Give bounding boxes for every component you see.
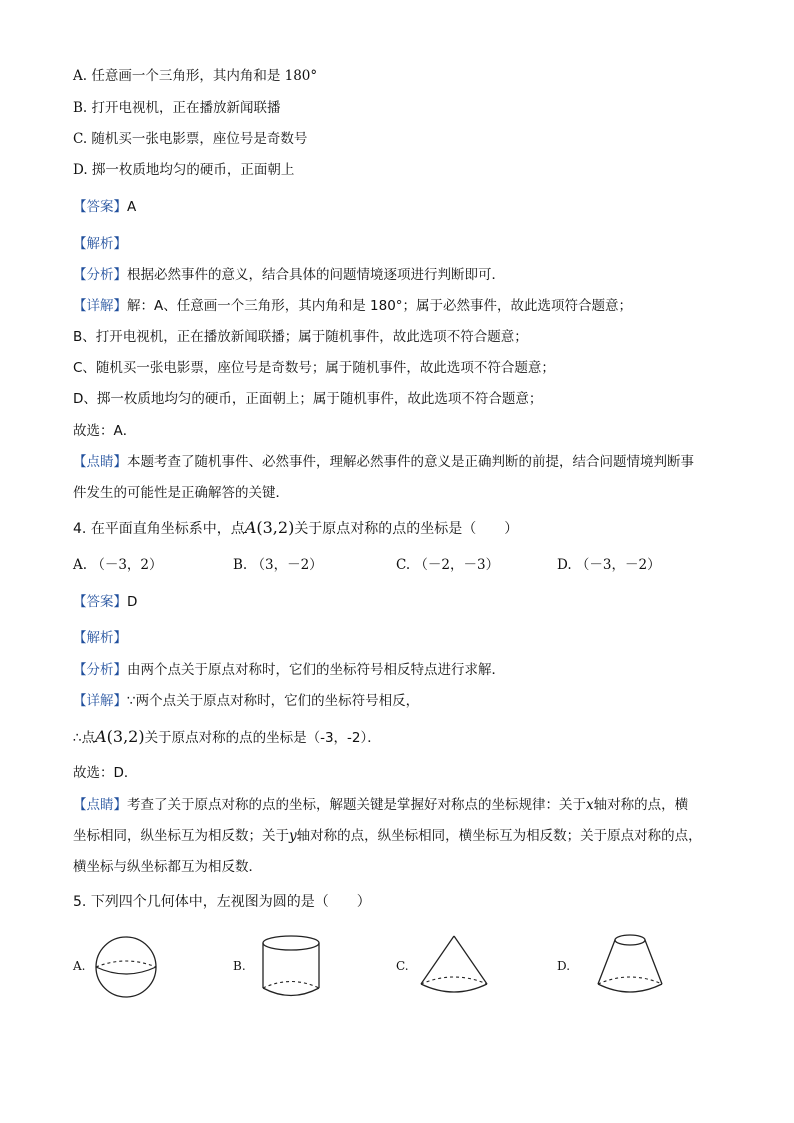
option-d: D. 掷一枚质地均匀的硬币，正面朝上 xyxy=(73,162,295,178)
answer-value: D xyxy=(127,594,138,610)
therefore-prefix: ∴点 xyxy=(73,730,96,746)
q4-option-b: B. （3，－2） xyxy=(233,557,323,573)
xiangjie-tag: 【详解】 xyxy=(73,298,127,314)
option-b: B. 打开电视机，正在播放新闻联播 xyxy=(73,100,281,116)
q4-dianjing-line-2 xyxy=(73,826,702,846)
fenxi-text: 根据必然事件的意义，结合具体的问题情境逐项进行判断即可． xyxy=(127,267,505,283)
cone-icon xyxy=(418,934,490,998)
question-text-before: 在平面直角坐标系中，点 xyxy=(90,521,245,537)
q4-analysis-tag: 【解析】 xyxy=(73,630,127,646)
figure-label-c: C. xyxy=(396,959,409,973)
question-number: 4. xyxy=(73,521,87,537)
q4-answer-line xyxy=(73,592,137,612)
therefore-suffix: 关于原点对称的点的坐标是（-3，-2）． xyxy=(144,730,381,746)
q4-xiangjie-line xyxy=(73,691,419,711)
fenxi-line xyxy=(73,265,505,285)
q4-choice-line: 故选：D． xyxy=(73,765,138,781)
dianjing-line xyxy=(73,452,694,472)
dianjing-text: 本题考查了随机事件、必然事件，理解必然事件的意义是正确判断的前提，结合问题情境判断事 xyxy=(127,454,694,470)
fenxi-tag: 【分析】 xyxy=(73,662,127,678)
choice-line: 故选：A． xyxy=(73,423,137,439)
cylinder-icon xyxy=(258,933,324,999)
q4-fenxi-line xyxy=(73,660,505,680)
detail-line-b: B、打开电视机，正在播放新闻联播；属于随机事件，故此选项不符合题意； xyxy=(73,329,528,345)
q4-dianjing-line-1 xyxy=(73,795,688,815)
answer-tag: 【答案】 xyxy=(73,594,127,610)
option-c: C. 随机买一张电影票，座位号是奇数号 xyxy=(73,131,308,147)
fenxi-text: 由两个点关于原点对称时，它们的坐标符号相反特点进行求解． xyxy=(127,662,505,678)
q4-dianjing-line-3: 横坐标与纵坐标都互为相反数． xyxy=(73,859,262,875)
dianjing-line-2: 件发生的可能性是正确解答的关键． xyxy=(73,485,289,501)
option-a: A. 任意画一个三角形，其内角和是 180° xyxy=(73,68,318,84)
answer-line xyxy=(73,197,136,217)
figure-label-b: B. xyxy=(233,959,246,973)
question-text-after: 关于原点对称的点的坐标是（ ） xyxy=(294,521,519,537)
point-coords: (3,2) xyxy=(256,518,295,537)
point-name: A xyxy=(95,727,107,746)
dianjing-text: 坐标相同，纵坐标互为相反数；关于 xyxy=(73,828,289,844)
answer-tag: 【答案】 xyxy=(73,199,127,215)
detail-line-d: D、掷一枚质地均匀的硬币，正面朝上；属于随机事件，故此选项不符合题意； xyxy=(73,391,543,407)
xiangjie-line xyxy=(73,296,632,316)
detail-line-c: C、随机买一张电影票，座位号是奇数号；属于随机事件，故此选项不符合题意； xyxy=(73,360,555,376)
frustum-icon xyxy=(594,930,666,998)
sphere-icon xyxy=(93,935,159,999)
dianjing-text: 考查了关于原点对称的点的坐标，解题关键是掌握好对称点的坐标规律：关于 xyxy=(127,797,586,813)
dianjing-tag: 【点睛】 xyxy=(73,797,127,813)
question-4 xyxy=(73,518,518,539)
var-x: x xyxy=(586,797,594,813)
var-y: y xyxy=(289,828,297,844)
q4-option-a: A. （－3，2） xyxy=(73,557,163,573)
xiangjie-tag: 【详解】 xyxy=(73,693,127,709)
question-text: 下列四个几何体中，左视图为圆的是（ ） xyxy=(90,894,371,910)
xiangjie-text: ∵两个点关于原点对称时，它们的坐标符号相反， xyxy=(127,693,420,709)
q4-option-d: D. （－3，－2） xyxy=(557,557,661,573)
q4-therefore-line xyxy=(73,727,381,748)
dianjing-text-b: 轴对称的点，纵坐标相同，横坐标互为相反数；关于原点对称的点， xyxy=(296,828,702,844)
answer-value: A xyxy=(127,199,137,215)
question-5 xyxy=(73,892,371,912)
dianjing-tag: 【点睛】 xyxy=(73,454,127,470)
fenxi-tag: 【分析】 xyxy=(73,267,127,283)
point-coords: (3,2) xyxy=(106,727,145,746)
analysis-tag: 【解析】 xyxy=(73,236,127,252)
q4-option-c: C. （－2，－3） xyxy=(396,557,500,573)
point-name: A xyxy=(244,518,257,537)
figure-label-d: D. xyxy=(557,959,571,973)
figure-label-a: A. xyxy=(73,959,86,973)
question-number: 5. xyxy=(73,894,87,910)
xiangjie-text: 解：A、任意画一个三角形，其内角和是 180°；属于必然事件，故此选项符合题意； xyxy=(127,298,633,314)
dianjing-text-b: 轴对称的点，横 xyxy=(593,797,689,813)
